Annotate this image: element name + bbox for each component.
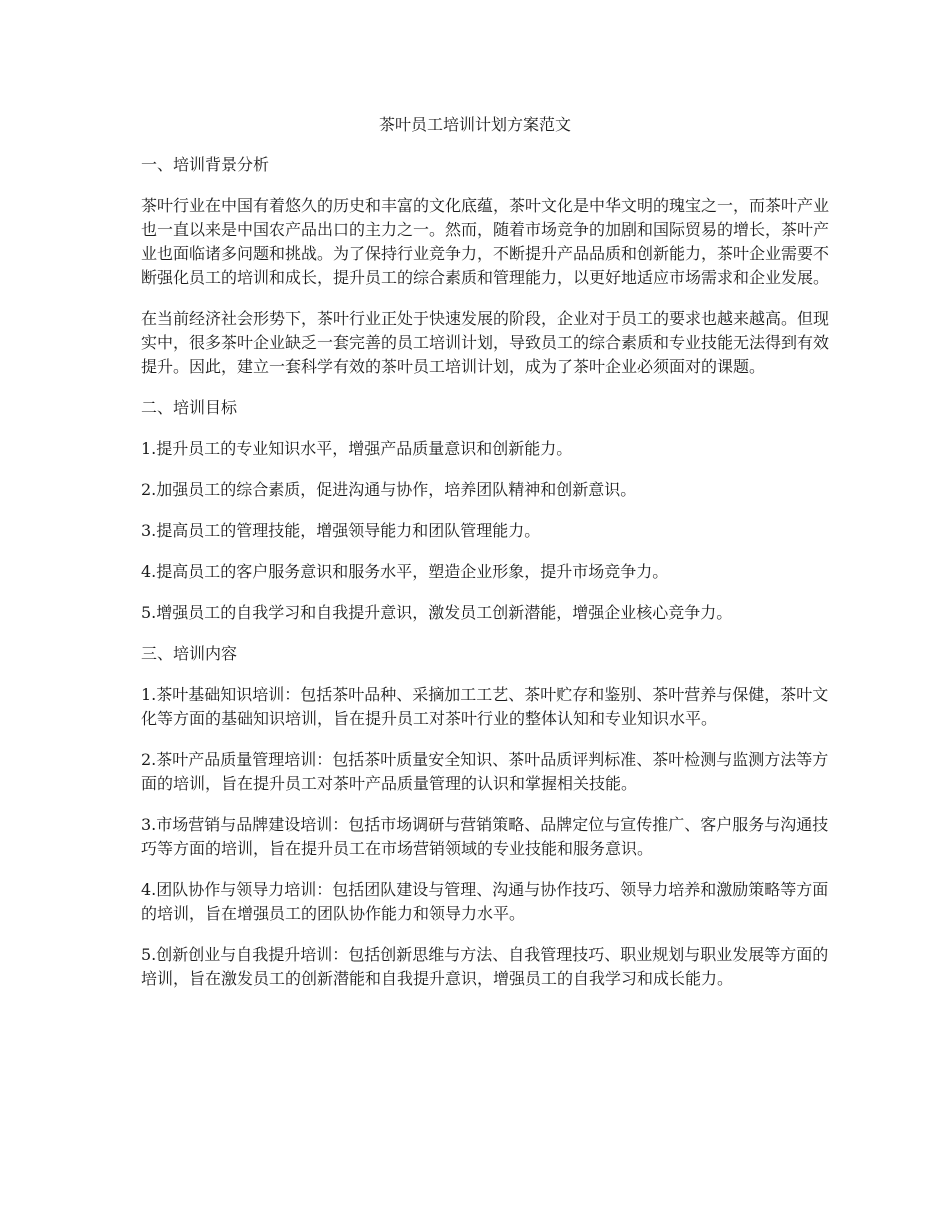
section-heading: 三、培训内容 (141, 644, 238, 663)
paragraph: 在当前经济社会形势下，茶叶行业正处于快速发展的阶段，企业对于员工的要求也越来越高。但现实中，很多茶叶企业缺乏一套完善的员工培训计划，导致员工的综合素质和专业技能无法得到有效提升。因此，建立一套科学有效的茶叶员工培训计划，成为了茶叶企业必须面对的课题。 (141, 309, 830, 376)
section-content (141, 642, 831, 991)
list-item: 4.团队协作与领导力培训：包括团队建设与管理、沟通与协作技巧、领导力培养和激励策略等方面的培训，旨在增强员工的团队协作能力和领导力水平。 (141, 880, 829, 923)
list-item: 2.茶叶产品质量管理培训：包括茶叶质量安全知识、茶叶品质评判标准、茶叶检测与监测方法等方面的培训，旨在提升员工对茶叶产品质量管理的认识和掌握相关技能。 (141, 750, 829, 793)
document-body (141, 153, 831, 1008)
paragraph: 茶叶行业在中国有着悠久的历史和丰富的文化底蕴，茶叶文化是中华文明的瑰宝之一，而茶叶产业也一直以来是中国农产品出口的主力之一。然而，随着市场竞争的加剧和国际贸易的增长，茶叶产业也面临诸多问题和挑战。为了保持行业竞争力，不断提升产品品质和创新能力，茶叶企业需要不断强化员工的培训和成长，提升员工的综合素质和管理能力，以更好地适应市场需求和企业发展。 (141, 196, 830, 287)
document-title: 茶叶员工培训计划方案范文 (378, 115, 571, 134)
section-background (141, 153, 831, 379)
section-heading: 二、培训目标 (141, 398, 238, 417)
section-heading: 一、培训背景分析 (141, 155, 270, 174)
section-goals (141, 396, 831, 625)
list-item: 4.提高员工的客户服务意识和服务水平，塑造企业形象，提升市场竞争力。 (141, 562, 669, 581)
list-item: 5.创新创业与自我提升培训：包括创新思维与方法、自我管理技巧、职业规划与职业发展等方面的培训，旨在激发员工的创新潜能和自我提升意识，增强员工的自我学习和成长能力。 (141, 945, 829, 988)
list-item: 1.茶叶基础知识培训：包括茶叶品种、采摘加工工艺、茶叶贮存和鉴别、茶叶营养与保健，茶叶文化等方面的基础知识培训，旨在提升员工对茶叶行业的整体认知和专业知识水平。 (141, 685, 829, 728)
list-item: 1.提升员工的专业知识水平，增强产品质量意识和创新能力。 (141, 439, 573, 458)
list-item: 3.提高员工的管理技能，增强领导能力和团队管理能力。 (141, 521, 541, 540)
list-item: 3.市场营销与品牌建设培训：包括市场调研与营销策略、品牌定位与宣传推广、客户服务与沟通技巧等方面的培训，旨在提升员工在市场营销领域的专业技能和服务意识。 (141, 815, 829, 858)
list-item: 5.增强员工的自我学习和自我提升意识，激发员工创新潜能，增强企业核心竞争力。 (141, 603, 733, 622)
list-item: 2.加强员工的综合素质，促进沟通与协作，培养团队精神和创新意识。 (141, 480, 637, 499)
